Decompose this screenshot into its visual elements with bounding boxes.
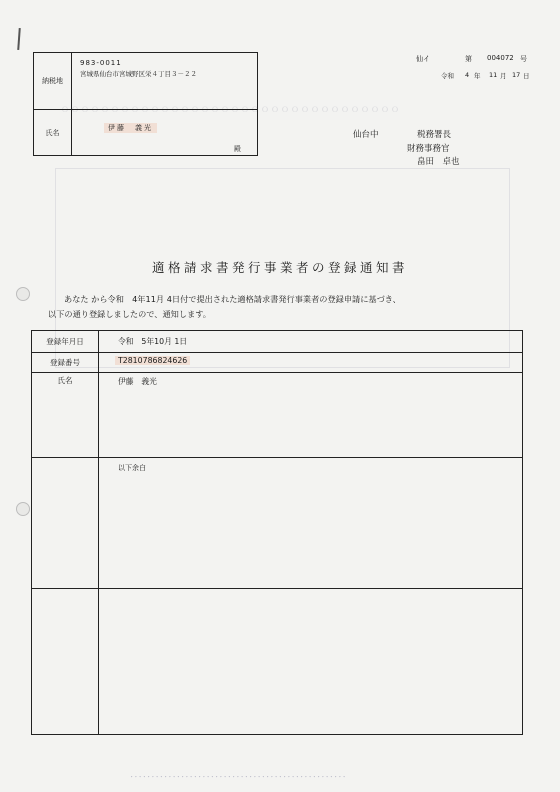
registration-date-value: 令和 5年10月 1日 — [118, 337, 188, 346]
table-divider — [98, 331, 99, 735]
date-year: 4 — [465, 71, 470, 79]
doc-prefix: 仙イ — [416, 55, 430, 63]
date-day: 17 — [512, 71, 521, 79]
postal-code: 983-0011 — [80, 59, 122, 67]
doc-number-suffix: 号 — [520, 55, 527, 63]
pen-stroke-mark — [17, 28, 20, 50]
honorific: 殿 — [234, 145, 241, 153]
notice-line-1: あなた から令和 4年11月 4日付で提出された適格請求書発行事業者の登録申請に基づき、 — [64, 294, 401, 304]
registrant-name-label: 氏名 — [57, 375, 73, 385]
issuer-title-2: 財務事務官 — [407, 144, 450, 154]
registration-table — [31, 330, 523, 735]
doc-number: 004072 — [487, 54, 514, 62]
notice-body — [48, 292, 538, 322]
doc-number-label: 第 — [465, 55, 472, 63]
show-through-text: ｏｏｏｏｏｏｏｏｏｏｏｏｏｏｏｏｏｏｏｏｏｏｏｏｏｏｏｏｏｏｏｏｏｏ — [60, 104, 400, 115]
punch-hole-icon — [16, 287, 30, 301]
table-row-line — [32, 457, 522, 458]
date-month: 11 — [489, 71, 498, 79]
registration-date-label: 登録年月日 — [46, 337, 84, 346]
date-day-unit: 日 — [523, 72, 530, 80]
name-row — [34, 110, 257, 156]
date-era: 令和 — [441, 72, 454, 80]
taxpayer-box — [33, 52, 258, 156]
show-through-footer: ･･･････････････････････････････････････････････････ — [130, 773, 347, 781]
taxpayer-name: 伊藤 義光 — [104, 123, 157, 133]
notice-line-2: 以下の通り登録しましたので、通知します。 — [48, 309, 211, 319]
table-row-line — [32, 372, 522, 373]
name-label: 氏名 — [34, 110, 72, 156]
registration-number-value: T2810786824626 — [115, 356, 190, 365]
issuer-name: 畠田 卓也 — [417, 157, 460, 167]
issuer-title-1: 税務署長 — [417, 130, 452, 140]
document-title: 適格請求書発行事業者の登録通知書 — [151, 260, 408, 275]
date-month-unit: 月 — [500, 72, 507, 80]
table-row-line — [32, 352, 522, 353]
registration-number-label: 登録番号 — [50, 357, 80, 367]
table-row-line — [32, 588, 522, 589]
issuer-office: 仙台中 — [353, 130, 379, 140]
punch-hole-icon — [16, 502, 30, 516]
address-label: 納税地 — [34, 53, 72, 109]
remarks-text: 以下余白 — [118, 464, 146, 472]
date-year-unit: 年 — [474, 72, 481, 80]
address-text: 宮城県仙台市宮城野区栄４丁目３－２２ — [80, 70, 197, 78]
registrant-name-value: 伊藤 義光 — [118, 377, 157, 386]
address-row — [34, 53, 257, 110]
